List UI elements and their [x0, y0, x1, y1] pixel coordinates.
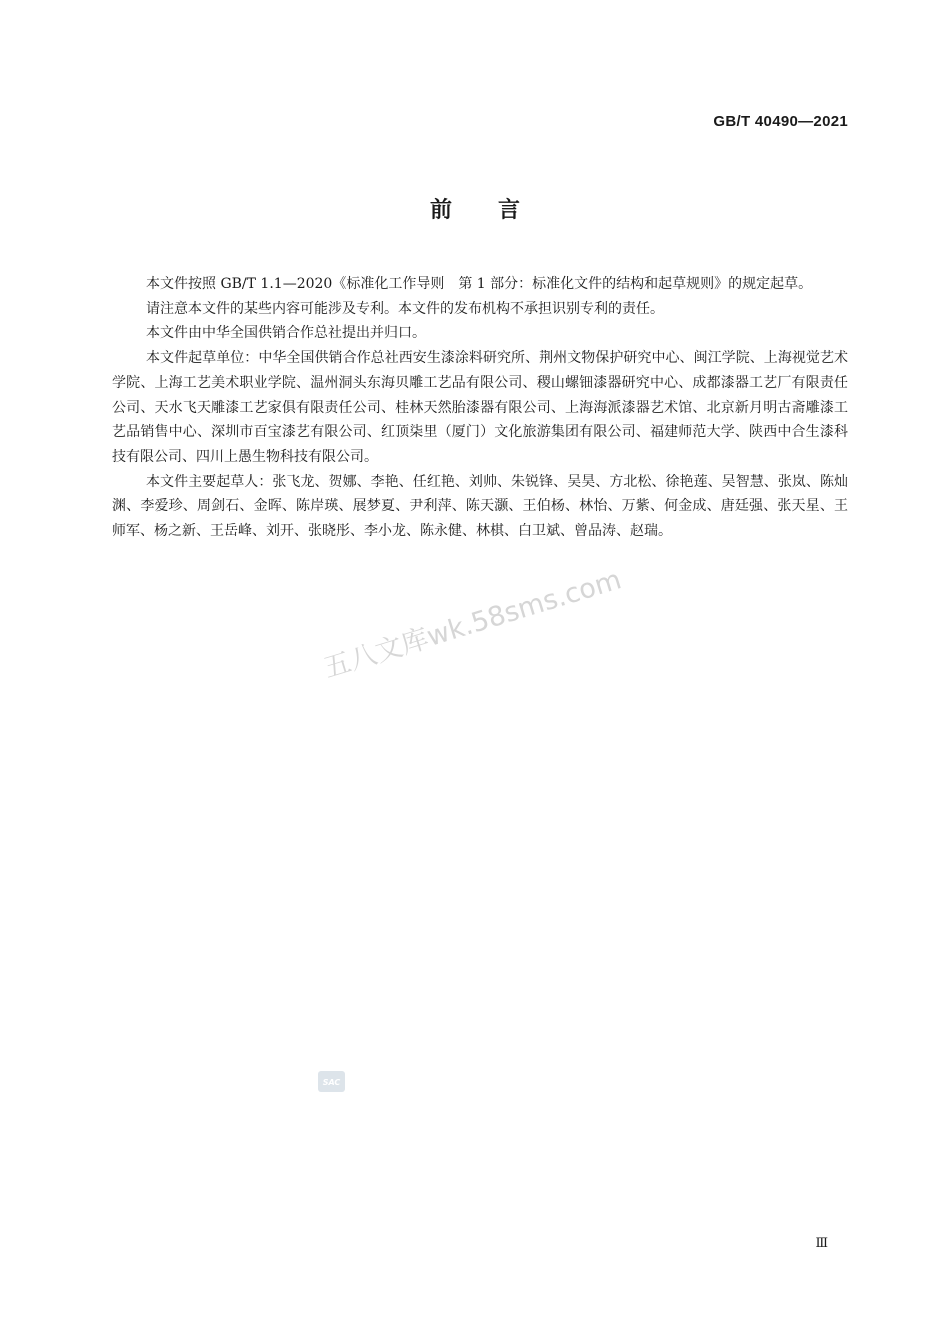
paragraph-patent-notice: 请注意本文件的某些内容可能涉及专利。本文件的发布机构不承担识别专利的责任。: [146, 300, 664, 317]
paragraph-proposer: 本文件由中华全国供销合作总社提出并归口。: [146, 325, 426, 342]
standard-number: GB/T 40490—2021: [713, 113, 848, 130]
paragraph-drafting-rules: 本文件按照 GB/T 1.1—2020《标准化工作导则 第 1 部分：标准化文件的结构和起草规则》的规定起草。: [146, 276, 813, 292]
paragraph-drafting-units: 本文件起草单位：中华全国供销合作总社西安生漆涂料研究所、荆州文物保护研究中心、闽江学院、上海视觉艺术学院、上海工艺美术职业学院、温州洞头东海贝雕工艺品有限公司、稷山螺钿漆器研究中心、成都漆器工艺厂有限责任公司、天水飞天雕漆工艺家俱有限责任公司、桂林天然胎漆器有限公司、上海海派漆器艺术馆、北京新月明古斋雕漆工艺品销售中心、深圳市百宝漆艺有限公司、红顶柒里（厦门）文化旅游集团有限公司、福建师范大学、陕西中合生漆科技有限公司、四川上愚生物科技有限公司。: [112, 350, 848, 465]
sac-logo-icon: [318, 1071, 345, 1092]
page-title: 前言: [429, 198, 566, 223]
foreword-body: [112, 272, 848, 544]
sac-logo-lettering: SAC: [322, 1078, 341, 1087]
watermark-text: 五八文库wk.58sms.com: [320, 564, 625, 685]
paragraph-drafters: 本文件主要起草人：张飞龙、贺娜、李艳、任红艳、刘帅、朱锐锋、吴昊、方北松、徐艳莲、吴智慧、张岚、陈灿渊、李爱珍、周剑石、金晖、陈岸瑛、展梦夏、尹利萍、陈天灏、王伯杨、林怡、万紫、何金成、唐廷强、张天星、王师军、杨之新、王岳峰、刘开、张晓彤、李小龙、陈永健、林棋、白卫斌、曾品涛、赵瑞。: [112, 473, 848, 540]
page-number: Ⅲ: [815, 1236, 828, 1251]
